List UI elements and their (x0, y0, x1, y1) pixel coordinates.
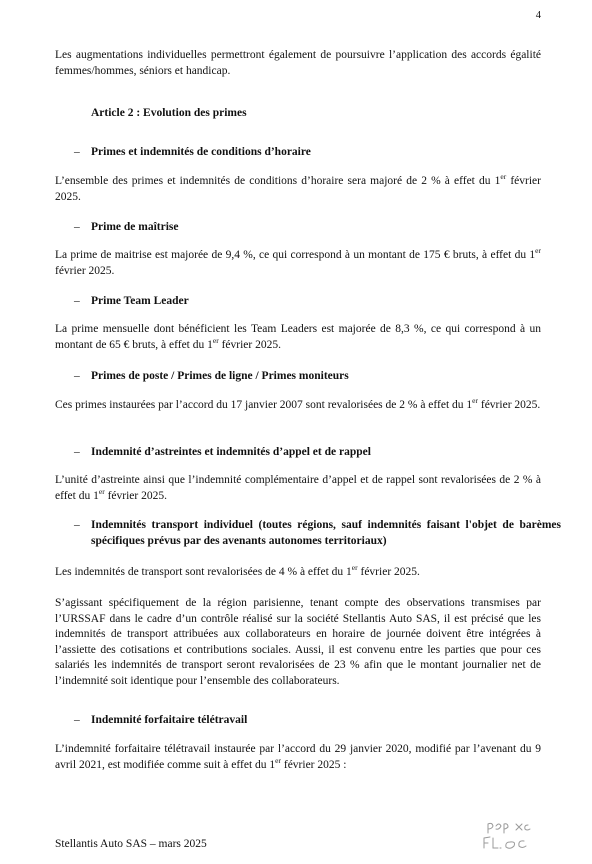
superscript: er (535, 246, 541, 255)
heading-text: Indemnité d’astreintes et indemnités d’appel et de rappel (91, 446, 371, 458)
paragraph-text: février 2025 : (280, 758, 347, 771)
superscript: er (275, 755, 281, 765)
paragraph-prime-team-leader (55, 322, 541, 353)
paragraph-text: Les indemnités de transport sont revalorisées de 4 % à effet du 1 (55, 566, 352, 578)
article-title: Article 2 : Evolution des primes (91, 107, 247, 119)
superscript: er (351, 563, 358, 572)
paragraph-transport-region-parisienne: S’agissant spécifiquement de la région parisienne, tenant compte des observations transmises par l’URSSAF dans le cadre d’un contrôle réalisé sur la société Stellantis Auto SAS, il est précisé que les indemnités de transport attribuées aux collaborateurs en horaire de journée doivent être intégrées à l’assiette des cotisations et contributions sociales. Aussi, il est convenu entre les parties que pour ces salariés les indemnités de transport seront revalorisées de 23 % afin que le montant journalier net de l’indemnité soit identique pour l’ensemble des collaborateurs. (55, 597, 541, 687)
superscript: er (500, 172, 507, 181)
dash-bullet: – (74, 519, 80, 531)
heading-text: Primes et indemnités de conditions d’horaire (91, 146, 311, 158)
paragraph-text: février 2025. (55, 264, 115, 277)
dash-bullet: – (74, 714, 80, 726)
heading-primes-horaire (74, 145, 544, 161)
paragraph-text: février 2025. (104, 489, 167, 502)
initials-stroke (525, 825, 530, 830)
heading-text: Primes de poste / Primes de ligne / Primes moniteurs (91, 370, 349, 382)
initials-stroke (506, 842, 515, 848)
initials-stroke (496, 824, 501, 829)
heading-text: Indemnité forfaitaire télétravail (91, 714, 248, 726)
paragraph-text: février 2025. (55, 175, 541, 203)
paragraph-text: février 2025. (357, 566, 420, 578)
heading-prime-team-leader (74, 294, 544, 310)
heading-astreintes (74, 445, 544, 461)
heading-prime-maitrise (74, 220, 544, 236)
dash-bullet: – (74, 370, 80, 382)
initials-stroke (504, 824, 508, 833)
superscript: er (472, 396, 478, 405)
paragraph-text: La prime de maitrise est majorée de 9,4 %, ce qui correspond à un montant de 175 € bruts, à effet du 1 (55, 249, 536, 261)
paragraph-text: L’indemnité forfaitaire télétravail instaurée par l’accord du 29 janvier 2020, modifié par l’avenant du 9 avril 2021, est modifiée comme suit à effet du 1 (55, 743, 541, 771)
superscript: er (98, 486, 105, 496)
paragraph-text: L’unité d’astreinte ainsi que l’indemnité complémentaire d’appel et de rappel sont revalorisées de 2 % à effet du 1 (55, 474, 541, 502)
heading-primes-poste (74, 369, 544, 385)
paragraph-transport (55, 565, 541, 581)
paragraph-prime-maitrise (55, 248, 541, 279)
dash-bullet: – (74, 446, 80, 458)
dash-bullet: – (74, 221, 80, 233)
initials-stroke (516, 824, 522, 830)
heading-teletravail (74, 713, 544, 729)
initials-stroke (484, 837, 490, 848)
paragraph-text: février 2025. (478, 399, 541, 411)
paragraph-text: L’ensemble des primes et indemnités de conditions d’horaire sera majoré de 2 % à effet du 1 (55, 175, 501, 187)
initials-stroke (519, 841, 526, 848)
paragraph-astreintes (55, 473, 541, 504)
page-footer: Stellantis Auto SAS – mars 2025 (55, 838, 207, 850)
heading-transport (74, 518, 561, 549)
superscript: er (212, 335, 219, 345)
paragraph-text: Ces primes instaurées par l’accord du 17 janvier 2007 sont revalorisées de 2 % à effet du 1 (55, 399, 473, 411)
handwritten-initials (480, 814, 550, 854)
dash-bullet: – (74, 146, 80, 158)
heading-text: Prime de maîtrise (91, 221, 179, 233)
paragraph-text: La prime mensuelle dont bénéficient les Team Leaders est majorée de 8,3 %, ce qui correspond à un montant de 65 € bruts, à effet du 1 (55, 323, 541, 351)
initials-stroke (493, 838, 498, 848)
heading-text: Prime Team Leader (91, 295, 189, 307)
page-number: 4 (535, 10, 541, 21)
paragraph-text: février 2025. (218, 338, 281, 351)
dash-bullet: – (74, 295, 80, 307)
intro-paragraph: Les augmentations individuelles permettront également de poursuivre l’application des accords égalité femmes/hommes, séniors et handicap. (55, 49, 541, 77)
paragraph-primes-horaire (55, 174, 541, 205)
heading-text: Indemnités transport individuel (toutes régions, sauf indemnités faisant l'objet de barèmes spécifiques prévus par des avenants autonomes territoriaux) (91, 519, 561, 547)
paragraph-teletravail (55, 742, 541, 773)
initials-stroke (488, 823, 493, 833)
paragraph-primes-poste (55, 398, 541, 414)
